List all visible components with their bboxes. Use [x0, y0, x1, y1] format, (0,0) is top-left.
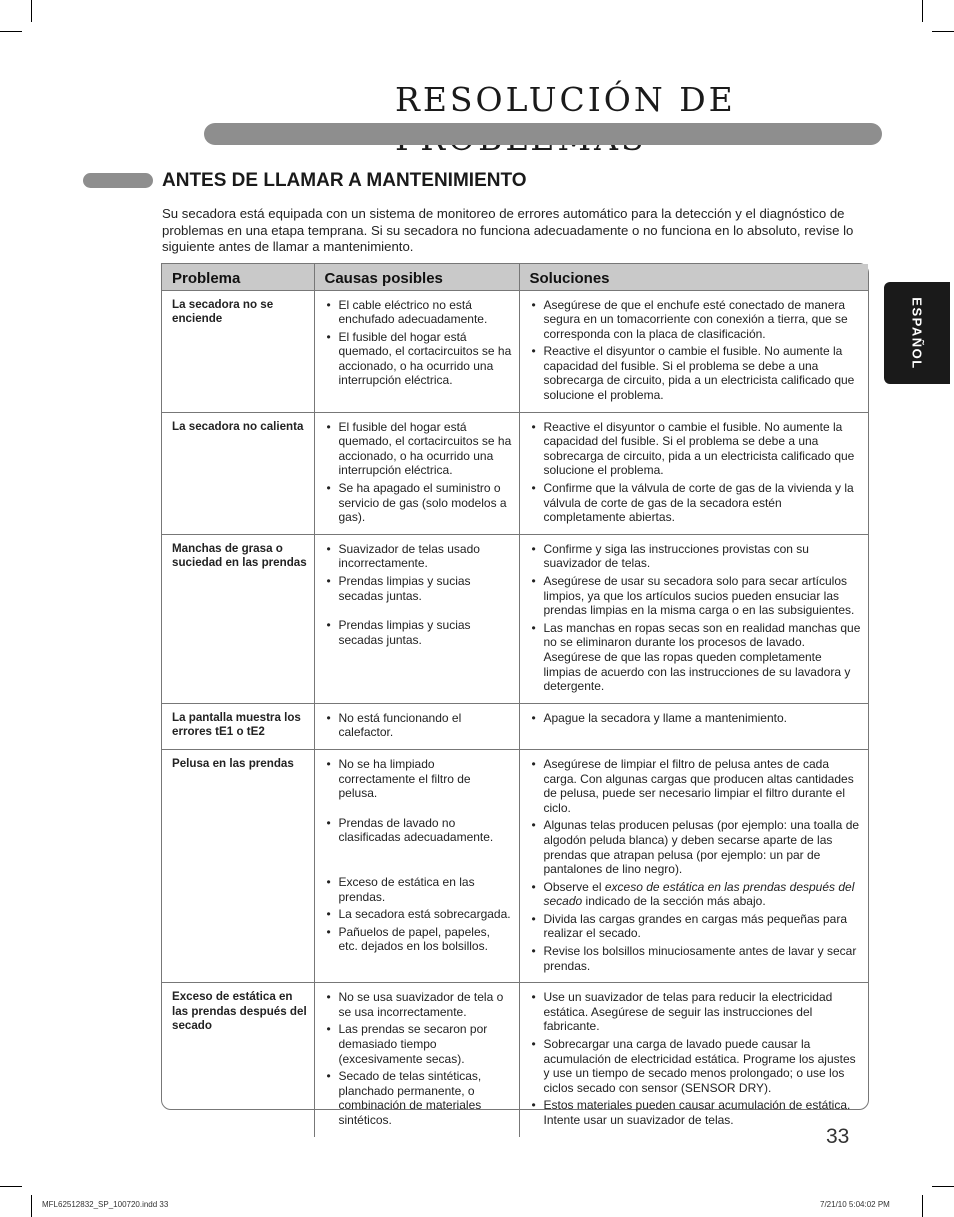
- cause-item: • El cable eléctrico no está enchufado adecuadamente.: [325, 298, 513, 327]
- solution-item: • Reactive el disyuntor o cambie el fusible. No aumente la capacidad del fusible. Si el problema se debe a una sobrecarga de circuito, pida a un electricista calificado que solucione el problema.: [530, 420, 863, 478]
- causes-cell: [314, 412, 519, 534]
- cause-item: • Pañuelos de papel, papeles, etc. dejados en los bolsillos.: [325, 925, 513, 954]
- solution-text: indicado de la sección más abajo.: [582, 894, 766, 909]
- cause-item: • La secadora está sobrecargada.: [325, 907, 513, 922]
- cause-item: • Exceso de estática en las prendas.: [325, 875, 513, 904]
- troubleshooting-table: [161, 263, 869, 1127]
- problem-cell: Pelusa en las prendas: [162, 749, 314, 982]
- problem-cell: La pantalla muestra los errores tE1 o tE2: [162, 703, 314, 749]
- cause-item: • Prendas limpias y sucias secadas juntas.: [325, 574, 513, 603]
- solution-item: [530, 880, 863, 909]
- cause-item: • No se ha limpiado correctamente el filtro de pelusa.: [325, 757, 513, 801]
- cause-item: • Prendas de lavado no clasificadas adecuadamente.: [325, 816, 513, 845]
- causes-cell: [314, 749, 519, 982]
- cause-item: • El fusible del hogar está quemado, el cortacircuitos se ha accionado, o ha ocurrido una interrupción eléctrica.: [325, 420, 513, 478]
- title-bar: [204, 123, 882, 145]
- table-row: [162, 983, 868, 1137]
- crop-mark: [31, 1195, 32, 1217]
- language-tab: [884, 282, 950, 384]
- solution-item: • Asegúrese de limpiar el filtro de pelusa antes de cada carga. Con algunas cargas que producen altas cantidades de pelusa, puede ser necesario limpiar el filtro durante el ciclo.: [530, 757, 863, 815]
- solution-item: • Asegúrese de que el enchufe esté conectado de manera segura en un tomacorriente con conexión a tierra, que se corresponda con la placa de clasificación.: [530, 298, 863, 342]
- footer-timestamp: 7/21/10 5:04:02 PM: [820, 1200, 890, 1209]
- table-row: [162, 703, 868, 749]
- causes-cell: [314, 703, 519, 749]
- causes-cell: [314, 983, 519, 1137]
- crop-mark: [0, 31, 22, 32]
- cause-item: • Prendas limpias y sucias secadas juntas.: [325, 618, 513, 647]
- solution-item: • Divida las cargas grandes en cargas más pequeñas para realizar el secado.: [530, 912, 863, 941]
- problem-cell: La secadora no se enciende: [162, 290, 314, 412]
- section-marker: [83, 173, 153, 188]
- solution-text: Observe el: [543, 879, 605, 894]
- solutions-cell: [519, 749, 868, 982]
- crop-mark: [932, 1186, 954, 1187]
- causes-cell: [314, 534, 519, 703]
- page-number: 33: [826, 1125, 850, 1148]
- crop-mark: [922, 1195, 923, 1217]
- cause-item: • Las prendas se secaron por demasiado tiempo (excesivamente secas).: [325, 1022, 513, 1066]
- cause-item: • Secado de telas sintéticas, planchado permanente, o combinación de materiales sintéticos.: [325, 1069, 513, 1127]
- header-problem: Problema: [162, 264, 314, 290]
- solutions-cell: [519, 290, 868, 412]
- causes-cell: [314, 290, 519, 412]
- solution-emphasis: exceso de estática en las prendas después del secado: [543, 879, 855, 909]
- cause-item: • No está funcionando el calefactor.: [325, 711, 513, 740]
- solution-item: • Confirme y siga las instrucciones provistas con su suavizador de telas.: [530, 542, 863, 571]
- solution-item: • Estos materiales pueden causar acumulación de estática. Intente usar un suavizador de telas.: [530, 1098, 863, 1127]
- crop-mark: [922, 0, 923, 22]
- intro-paragraph: Su secadora está equipada con un sistema de monitoreo de errores automático para la detección y el diagnóstico de problemas en una etapa temprana. Si su secadora no funciona adecuadamente o no funciona en lo absoluto, revise lo siguiente antes de llamar a mantenimiento.: [162, 206, 854, 254]
- problem-cell: La secadora no calienta: [162, 412, 314, 534]
- solution-item: • Use un suavizador de telas para reducir la electricidad estática. Asegúrese de seguir las instrucciones del fabricante.: [530, 990, 863, 1034]
- table-row: [162, 412, 868, 534]
- table-header-row: [162, 264, 868, 290]
- solution-item: • Reactive el disyuntor o cambie el fusible. No aumente la capacidad del fusible. Si el problema se debe a una sobrecarga de circuito, pida a un electricista calificado que solucione el problema.: [530, 344, 863, 402]
- solution-item: • Confirme que la válvula de corte de gas de la vivienda y la válvula de corte de gas de la secadora estén completamente abiertas.: [530, 481, 863, 525]
- problem-cell: Exceso de estática en las prendas después del secado: [162, 983, 314, 1137]
- crop-mark: [31, 0, 32, 22]
- header-solutions: Soluciones: [519, 264, 868, 290]
- solution-item: • Revise los bolsillos minuciosamente antes de lavar y secar prendas.: [530, 944, 863, 973]
- cause-item: • Se ha apagado el suministro o servicio de gas (solo modelos a gas).: [325, 481, 513, 525]
- solution-item: • Sobrecargar una carga de lavado puede causar la acumulación de electricidad estática. Programe los ajustes y use un tiempo de secado menos prolongado; o use los ciclos secado con sensor (SENSOR DRY).: [530, 1037, 863, 1095]
- cause-item: • Suavizador de telas usado incorrectamente.: [325, 542, 513, 571]
- solutions-cell: [519, 534, 868, 703]
- cause-item: • El fusible del hogar está quemado, el cortacircuitos se ha accionado, o ha ocurrido una interrupción eléctrica.: [325, 330, 513, 388]
- header-causes: Causas posibles: [314, 264, 519, 290]
- solution-item: • Apague la secadora y llame a mantenimiento.: [530, 711, 863, 726]
- problem-cell: Manchas de grasa o suciedad en las prendas: [162, 534, 314, 703]
- solutions-cell: [519, 703, 868, 749]
- table-row: [162, 749, 868, 982]
- crop-mark: [932, 31, 954, 32]
- solutions-cell: [519, 412, 868, 534]
- language-tab-label: ESPAÑOL: [909, 296, 925, 370]
- cause-item: • No se usa suavizador de tela o se usa incorrectamente.: [325, 990, 513, 1019]
- table-row: [162, 534, 868, 703]
- table-row: [162, 290, 868, 412]
- page-title: RESOLUCIÓN DE: [395, 80, 736, 119]
- footer-filename: MFL62512832_SP_100720.indd 33: [42, 1200, 169, 1209]
- solutions-cell: [519, 983, 868, 1137]
- section-title: ANTES DE LLAMAR A MANTENIMIENTO: [162, 170, 527, 191]
- solution-item: • Algunas telas producen pelusas (por ejemplo: una toalla de algodón peluda blanca) y deben secarse aparte de las prendas que atrapan pelusa (por ejemplo: un par de pantalones de lino negro).: [530, 818, 863, 876]
- solution-item: • Las manchas en ropas secas son en realidad manchas que no se eliminaron durante los procesos de lavado. Asegúrese de que las ropas queden completamente limpias de acuerdo con las instrucciones de su lavadora y detergente.: [530, 621, 863, 694]
- solution-item: • Asegúrese de usar su secadora solo para secar artículos limpios, ya que los artículos sucios pueden ensuciar las prendas limpias en la misma carga o en las subsiguientes.: [530, 574, 863, 618]
- crop-mark: [0, 1186, 22, 1187]
